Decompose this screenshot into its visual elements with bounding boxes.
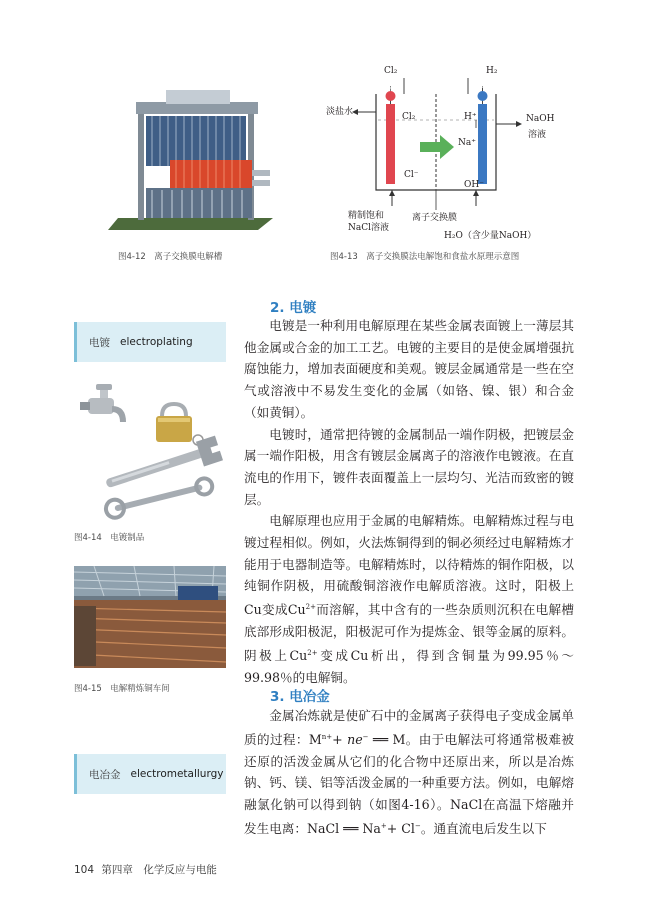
section-2-heading: 2. 电镀 xyxy=(270,300,317,316)
page-number: 104 xyxy=(74,864,95,876)
section-3-body xyxy=(244,705,574,840)
superscript-2plus: 2+ xyxy=(305,603,316,612)
label-clminus: Cl⁻ xyxy=(404,170,419,180)
label-naoh: NaOH xyxy=(526,114,555,124)
superscript-nplus: n+ xyxy=(321,732,333,741)
section-3-p1-text-d: + Cl xyxy=(386,820,415,836)
label-cl2-inner: Cl₂ xyxy=(402,112,416,122)
label-water: H₂O（含少量NaOH） xyxy=(444,231,537,241)
superscript-2plus-second: 2+ xyxy=(307,648,318,657)
section-3-p1-text-b: + xyxy=(332,731,348,747)
figure-4-13-caption: 图4-13 离子交换膜法电解饱和食盐水原理示意图 xyxy=(330,252,520,262)
section-3-p1-text-e: 。通直流电后发生以下 xyxy=(420,820,547,836)
section-3-heading: 3. 电冶金 xyxy=(270,689,330,705)
label-dilute-brine: 淡盐水 xyxy=(326,107,354,117)
section-2-p3-text-b: 而溶解，其中含有的一些杂质则沉积在电解槽底部形成阳极泥，阳极泥可作为提炼金、银等金属的原料。阴极上Cu xyxy=(244,602,574,663)
section-2-p2-text: 电镀时，通常把待镀的金属制品一端作阴极，把镀层金属一端作阳极，用含有镀层金属离子的溶液作电镀液。在直流电的作用下，镀件表面覆盖上一层均匀、光洁而致密的镀层。 xyxy=(244,426,574,507)
italic-n: n xyxy=(347,731,356,747)
section-2-paragraph-3 xyxy=(244,510,574,688)
page-footer xyxy=(74,862,217,877)
section-2-body xyxy=(244,315,574,688)
section-2-p3-text-c: 变成Cu析出，得到含铜量为99.95％～99.98％的电解铜。 xyxy=(244,647,574,685)
section-3-p1-text-a: 金属冶炼就是使矿石中的金属离子获得电子变成金属单质的过程：M xyxy=(244,708,574,747)
keyword-en: electroplating xyxy=(120,336,193,348)
label-naoh-solution: 溶液 xyxy=(528,130,547,140)
label-brine-line1: 精制饱和 xyxy=(348,211,385,221)
figure-4-14-image xyxy=(74,376,234,520)
section-3-paragraph-1 xyxy=(244,705,574,840)
keyword-box-electroplating xyxy=(74,322,226,362)
label-ohminus: OH⁻ xyxy=(464,180,484,190)
section-2-paragraph-1 xyxy=(244,315,574,424)
keyword-zh: 电镀 xyxy=(89,336,110,349)
cathode-sign: − xyxy=(479,83,487,93)
keyword-box-electrometallurgy xyxy=(74,754,226,794)
label-hplus: H⁺ xyxy=(464,112,477,122)
superscript-plus: + xyxy=(380,821,387,830)
figure-4-13-diagram xyxy=(326,66,566,244)
label-brine-line2: NaCl溶液 xyxy=(348,223,390,233)
figure-4-12-image xyxy=(108,80,283,232)
keyword-en-electrometallurgy: electrometallurgy xyxy=(130,768,224,780)
chapter-title: 第四章 化学反应与电能 xyxy=(101,864,217,876)
label-naplus: Na⁺ xyxy=(458,138,476,148)
anode-sign: + xyxy=(386,84,394,94)
label-membrane: 离子交换膜 xyxy=(412,213,458,223)
superscript-minus: − xyxy=(362,732,369,741)
section-3-p1-text-c: ══ M。由于电解法可将通常极难被还原的活泼金属从它们的化合物中还原出来，所以是冶炼钠、钙、镁、铝等活泼金属的一种重要方法。例如，电解熔融氯化钠可以得到钠（如图4-16）。NaCl在高温下熔融并发生电离：NaCl ══ Na xyxy=(244,731,574,836)
figure-4-14-caption: 图4-14 电镀制品 xyxy=(74,533,145,543)
figure-4-12-caption: 图4-12 离子交换膜电解槽 xyxy=(118,252,223,262)
label-cl2-top: Cl₂ xyxy=(384,66,398,76)
figure-4-15-caption: 图4-15 电解精炼铜车间 xyxy=(74,684,170,694)
keyword-zh-electrometallurgy: 电冶金 xyxy=(89,768,121,781)
section-2-p3-text-a: 电解原理也应用于金属的电解精炼。电解精炼过程与电镀过程相似。例如，火法炼铜得到的铜必须经过电解精炼才能用于电器制造等。电解精炼时，以待精炼的铜作阳极，以纯铜作阴极，用硫酸铜溶液作电解质溶液。这时，阳极上Cu变成Cu xyxy=(244,513,574,618)
figure-4-15-image xyxy=(74,566,226,668)
label-h2-top: H₂ xyxy=(486,66,498,76)
italic-e: e xyxy=(355,731,363,747)
superscript-minus-cl: − xyxy=(414,821,421,830)
section-2-p1-text: 电镀是一种利用电解原理在某些金属表面镀上一薄层其他金属或合金的加工工艺。电镀的主要目的是使金属增强抗腐蚀能力，增加表面硬度和美观。镀层金属通常是一些在空气或溶液中不易发生变化的金属（如铬、镍、银）和合金（如黄铜）。 xyxy=(244,318,574,420)
section-2-paragraph-2 xyxy=(244,424,574,511)
